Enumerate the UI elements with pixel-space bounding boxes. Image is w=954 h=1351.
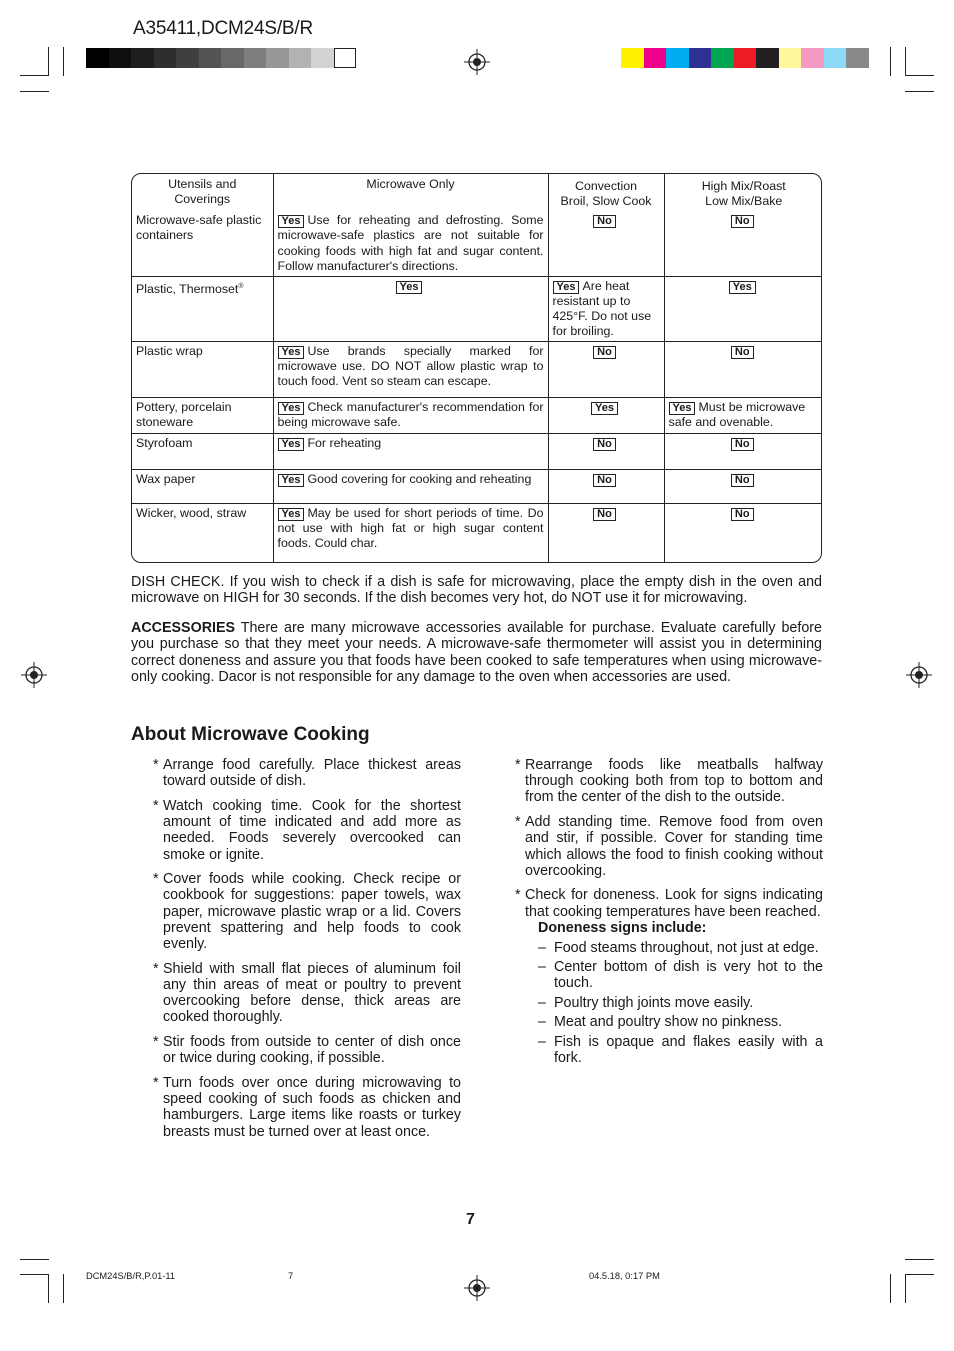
- mix-cell: [664, 433, 822, 469]
- cell-note: Are heat resistant up to 425°F. Do not use for broiling.: [552, 278, 652, 339]
- rating-badge: No: [731, 474, 754, 487]
- dash-bullet: –: [538, 1014, 546, 1031]
- mw-cell: [273, 276, 548, 341]
- utensil-name: Styrofoam: [136, 435, 193, 450]
- crop-mark: [905, 47, 906, 76]
- color-swatch: [711, 48, 734, 68]
- header-utensils: Utensils and Coverings: [132, 174, 273, 211]
- rating-badge: Yes: [278, 346, 305, 359]
- rating-badge: No: [731, 346, 754, 359]
- tip-text: Check for doneness. Look for signs indicating that cooking temperatures have been reached.: [525, 887, 823, 920]
- registration-mark-icon: [21, 662, 47, 688]
- color-swatch: [644, 48, 667, 68]
- doneness-title: Doneness signs include:: [538, 920, 707, 937]
- mw-cell: [273, 469, 548, 503]
- crop-mark: [890, 47, 891, 76]
- mix-cell: [664, 503, 822, 563]
- doneness-text: Meat and poultry show no pinkness.: [554, 1014, 783, 1031]
- conv-cell: [548, 503, 664, 563]
- crop-mark: [20, 91, 49, 92]
- table-row: [132, 211, 822, 276]
- right-tips-column: [515, 757, 823, 1069]
- registration-mark-icon: [906, 662, 932, 688]
- rating-badge: Yes: [396, 281, 423, 294]
- header-convection: Convection Broil, Slow Cook: [548, 174, 664, 211]
- crop-mark: [890, 1274, 891, 1303]
- rating-badge: Yes: [278, 215, 305, 228]
- asterisk-bullet: *: [153, 1034, 159, 1051]
- rating-badge: Yes: [278, 438, 305, 451]
- rating-badge: No: [593, 438, 616, 451]
- tip-item: [153, 757, 461, 789]
- tip-item: [515, 757, 823, 806]
- tip-text: Stir foods from outside to center of dish once or twice during cooking, if possible.: [163, 1034, 461, 1067]
- table-row: [132, 397, 822, 433]
- table-row: [132, 469, 822, 503]
- rating-badge: Yes: [278, 474, 305, 487]
- doneness-item: [538, 1014, 823, 1030]
- crop-mark: [63, 1274, 64, 1303]
- rating-badge: No: [731, 508, 754, 521]
- mix-cell: [664, 211, 822, 276]
- color-swatch: [109, 48, 132, 68]
- utensil-cell: [132, 211, 273, 276]
- table-header-row: [132, 174, 822, 211]
- left-tips-column: [153, 757, 461, 1148]
- crop-mark: [905, 1259, 934, 1260]
- utensil-cell: [132, 276, 273, 341]
- registration-mark-icon: [464, 49, 490, 75]
- utensil-name: Plastic wrap: [136, 343, 203, 358]
- cell-note: Use brands specially marked for microwave use. DO NOT allow plastic wrap to touch food. Vent so steam can escape.: [277, 343, 544, 389]
- utensil-name: Wicker, wood, straw: [136, 505, 247, 520]
- cell-note: Must be microwave safe and ovenable.: [668, 399, 806, 429]
- doneness-item: [538, 1034, 823, 1066]
- crop-mark: [20, 1274, 49, 1275]
- tip-text: Add standing time. Remove food from oven and stir, if possible. Cover for standing time which allows the food to finish cooking without overcooking.: [525, 814, 823, 879]
- asterisk-bullet: *: [153, 757, 159, 773]
- rating-badge: Yes: [729, 281, 756, 294]
- color-swatch: [779, 48, 802, 68]
- accessories-label: ACCESSORIES: [131, 620, 236, 636]
- cell-note: Check manufacturer's recommendation for being microwave safe.: [277, 399, 544, 429]
- tip-text: Arrange food carefully. Place thickest areas toward outside of dish.: [163, 757, 461, 790]
- color-swatch: [334, 48, 357, 68]
- color-swatch: [266, 48, 289, 68]
- dish-check-paragraph: DISH CHECK. If you wish to check if a dish is safe for microwaving, place the empty dish in the oven and microwave on HIGH for 30 seconds. If the dish becomes very hot, do NOT use it for microwaving.: [131, 574, 822, 607]
- cell-note: Good covering for cooking and reheating: [307, 471, 532, 486]
- asterisk-bullet: *: [515, 887, 521, 904]
- grayscale-color-bar: [86, 48, 356, 68]
- mix-cell: [664, 397, 822, 433]
- cell-note: For reheating: [307, 435, 382, 450]
- asterisk-bullet: *: [153, 1074, 159, 1091]
- utensil-cell: [132, 341, 273, 397]
- rating-badge: No: [731, 438, 754, 451]
- utensil-cell: [132, 469, 273, 503]
- cell-note: Use for reheating and defrosting. Some microwave-safe plastics are not suitable for cooking foods with high fat and sugar content. Follow manufacturer's directions.: [277, 213, 544, 273]
- conv-cell: [548, 433, 664, 469]
- crop-mark: [20, 1259, 49, 1260]
- rating-badge: No: [593, 508, 616, 521]
- utensil-name: Wax paper: [136, 471, 196, 486]
- accessories-paragraph: ACCESSORIES There are many microwave accessories available for purchase. Evaluate carefully before you purchase so that they meet your needs. A microwave-safe thermometer will assist you in determining correct doneness and assure you that foods have been cooked to safe temperatures when using microwave-only cooking. Dacor is not responsible for any damage to the oven when accessories are used.: [131, 620, 822, 685]
- mix-cell: [664, 276, 822, 341]
- crop-mark: [905, 1274, 906, 1303]
- color-swatch: [131, 48, 154, 68]
- color-swatch: [199, 48, 222, 68]
- doneness-text: Food steams throughout, not just at edge.: [554, 939, 819, 956]
- crop-mark: [905, 1274, 934, 1275]
- color-swatch: [824, 48, 847, 68]
- utensil-name: Microwave-safe plastic containers: [136, 213, 262, 243]
- dash-bullet: –: [538, 1033, 546, 1050]
- rating-badge: No: [593, 346, 616, 359]
- rating-badge: No: [593, 474, 616, 487]
- section-title: About Microwave Cooking: [131, 724, 370, 745]
- color-swatch: [154, 48, 177, 68]
- conv-cell: [548, 469, 664, 503]
- color-swatch: [311, 48, 334, 68]
- doneness-section: [515, 920, 823, 1066]
- utensil-name: Plastic, Thermoset: [136, 281, 239, 296]
- mw-cell: [273, 211, 548, 276]
- rating-badge: No: [731, 215, 754, 228]
- crop-mark: [48, 1274, 49, 1303]
- color-swatch: [734, 48, 757, 68]
- tip-item: [153, 1075, 461, 1140]
- doneness-item: [538, 995, 823, 1011]
- tip-text: Turn foods over once during microwaving to speed cooking of such foods as chicken and hamburgers. Large items like roasts or turkey breasts must be turned over at least once.: [163, 1074, 461, 1140]
- rating-badge: No: [593, 215, 616, 228]
- tip-text: Shield with small flat pieces of aluminum foil any thin areas of meat or poultry to prevent overcooking before dense, thick areas are cooked thoroughly.: [163, 960, 461, 1026]
- conv-cell: [548, 397, 664, 433]
- footer-page: 7: [288, 1271, 294, 1281]
- utensil-cell: [132, 503, 273, 563]
- doneness-text: Fish is opaque and flakes easily with a fork.: [554, 1033, 823, 1066]
- color-swatch: [176, 48, 199, 68]
- color-swatch: [221, 48, 244, 68]
- crop-mark: [905, 91, 934, 92]
- footer-file-name: DCM24S/B/R,P.01-11: [86, 1271, 176, 1281]
- crop-mark: [20, 75, 49, 76]
- color-swatch: [846, 48, 869, 68]
- mix-cell: [664, 469, 822, 503]
- model-number: A35411,DCM24S/B/R: [133, 18, 314, 39]
- crop-mark: [63, 47, 64, 76]
- tip-item: [153, 961, 461, 1026]
- color-swatch: [801, 48, 824, 68]
- color-swatch: [666, 48, 689, 68]
- asterisk-bullet: *: [515, 757, 521, 773]
- doneness-text: Poultry thigh joints move easily.: [554, 994, 754, 1011]
- conv-cell: [548, 341, 664, 397]
- cell-note: May be used for short periods of time. Do not use with high fat or high sugar content foods. Could char.: [277, 505, 544, 551]
- tip-item: [515, 887, 823, 919]
- tip-text: Rearrange foods like meatballs halfway through cooking both from top to bottom and from the center of the dish to the outside.: [525, 757, 823, 806]
- table-row: [132, 341, 822, 397]
- rating-badge: Yes: [669, 402, 696, 415]
- table-row: [132, 276, 822, 341]
- rating-badge: Yes: [553, 281, 580, 294]
- footer-timestamp: 04.5.18, 0:17 PM: [589, 1271, 660, 1281]
- mw-cell: [273, 503, 548, 563]
- tip-item: [153, 871, 461, 952]
- doneness-item: [538, 959, 823, 991]
- utensils-table: [131, 173, 822, 563]
- color-swatch: [621, 48, 644, 68]
- dash-bullet: –: [538, 939, 546, 956]
- asterisk-bullet: *: [153, 871, 159, 888]
- color-swatch: [289, 48, 312, 68]
- mix-cell: [664, 341, 822, 397]
- tip-text: Watch cooking time. Cook for the shortest amount of time indicated and add more as needed. Foods severely overcooked can smoke or ignite.: [163, 797, 461, 863]
- asterisk-bullet: *: [515, 814, 521, 831]
- crop-mark: [48, 47, 49, 76]
- rating-badge: Yes: [278, 508, 305, 521]
- registration-mark-icon: [464, 1275, 490, 1301]
- dash-bullet: –: [538, 994, 546, 1011]
- header-high-mix: High Mix/Roast Low Mix/Bake: [664, 174, 822, 211]
- registered-mark: ®: [238, 282, 244, 290]
- rating-badge: Yes: [278, 402, 305, 415]
- tip-item: [153, 1034, 461, 1066]
- process-color-bar: [621, 48, 869, 68]
- mw-cell: [273, 397, 548, 433]
- conv-cell: [548, 211, 664, 276]
- mw-cell: [273, 341, 548, 397]
- asterisk-bullet: *: [153, 797, 159, 814]
- table-row: [132, 503, 822, 563]
- conv-cell: [548, 276, 664, 341]
- tip-item: [515, 814, 823, 879]
- mw-cell: [273, 433, 548, 469]
- crop-mark: [905, 75, 934, 76]
- tip-item: [153, 798, 461, 863]
- asterisk-bullet: *: [153, 960, 159, 977]
- color-swatch: [689, 48, 712, 68]
- dash-bullet: –: [538, 959, 546, 976]
- table-row: [132, 433, 822, 469]
- color-swatch: [86, 48, 109, 68]
- header-microwave-only: Microwave Only: [273, 174, 548, 211]
- doneness-text: Center bottom of dish is very hot to the touch.: [554, 959, 823, 992]
- doneness-item: [538, 940, 823, 956]
- color-swatch: [244, 48, 267, 68]
- rating-badge: Yes: [591, 402, 618, 415]
- utensil-cell: [132, 397, 273, 433]
- color-swatch: [756, 48, 779, 68]
- tip-text: Cover foods while cooking. Check recipe or cookbook for suggestions: paper towels, wax paper, microwave plastic wrap or a lid. Covers prevent spattering and help foods to cook evenly.: [163, 871, 461, 953]
- utensil-name: Pottery, porcelain stoneware: [136, 399, 232, 429]
- page-number: 7: [466, 1211, 475, 1228]
- utensil-cell: [132, 433, 273, 469]
